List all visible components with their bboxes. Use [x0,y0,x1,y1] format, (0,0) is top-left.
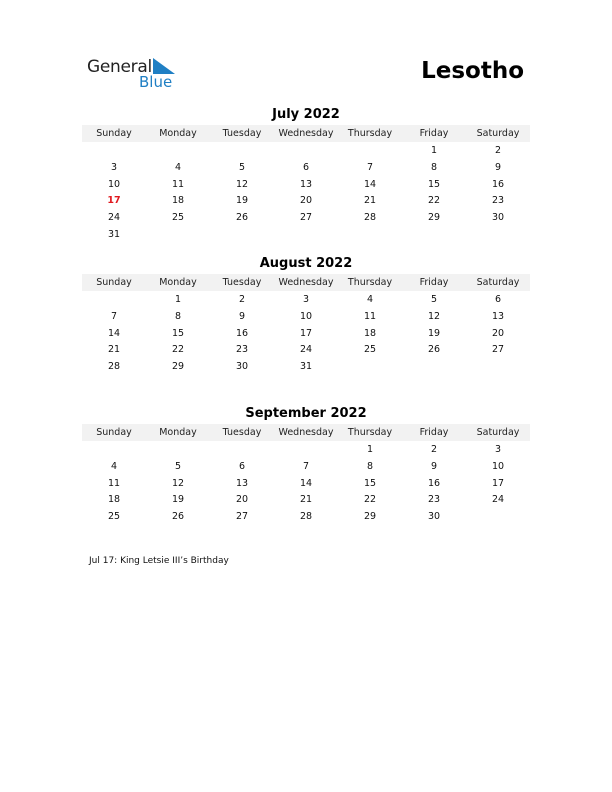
weekday-header [82,424,530,441]
day-cell: 10 [107,178,121,190]
day-cell: 20 [235,494,249,506]
day-cell: 9 [430,460,438,472]
day-cell: 31 [299,361,313,373]
day-cell: 26 [427,344,441,356]
day-cell: 11 [363,310,377,322]
day-cell: 13 [299,178,313,190]
weekday-label: Sunday [96,277,132,288]
day-cell: 30 [491,212,505,224]
weekday-label: Friday [419,128,449,139]
brand-logo [87,57,187,91]
day-cell: 11 [171,178,185,190]
weekday-label: Friday [419,427,449,438]
day-cell: 29 [427,212,441,224]
weekday-label: Friday [419,277,449,288]
day-cell: 7 [366,161,374,173]
weekday-label: Wednesday [278,277,334,288]
weekday-label: Monday [159,277,197,288]
days-grid [82,143,530,244]
month-august [82,256,530,376]
day-cell: 30 [427,511,441,523]
brand-word-general: General [87,57,152,77]
day-cell: 17 [107,195,121,207]
day-cell: 25 [363,344,377,356]
day-cell: 17 [491,477,505,489]
day-cell: 5 [174,460,182,472]
day-cell: 23 [427,494,441,506]
weekday-label: Wednesday [278,427,334,438]
day-cell: 22 [171,344,185,356]
day-cell: 14 [299,477,313,489]
country-title: Lesotho [421,58,524,84]
day-cell: 5 [430,294,438,305]
day-cell: 7 [110,310,118,322]
empty-day-cell [210,442,274,459]
day-cell: 4 [366,294,374,305]
weekday-header [82,125,530,142]
day-cell: 20 [299,195,313,207]
day-cell: 19 [235,195,249,207]
day-cell: 27 [491,344,505,356]
empty-day-cell [210,143,274,160]
empty-day-cell [146,442,210,459]
day-cell: 29 [363,511,377,523]
day-cell: 24 [491,494,505,506]
weekday-label: Thursday [347,427,393,438]
weekday-label: Saturday [476,128,520,139]
weekday-label: Saturday [476,277,520,288]
days-grid [82,292,530,376]
day-cell: 28 [363,212,377,224]
weekday-label: Sunday [96,427,132,438]
day-cell: 26 [235,212,249,224]
day-cell: 22 [427,195,441,207]
day-cell: 6 [238,460,246,472]
empty-day-cell [146,143,210,160]
weekday-label: Monday [159,128,197,139]
weekday-header [82,274,530,291]
day-cell: 18 [363,327,377,339]
day-cell: 22 [363,494,377,506]
empty-day-cell [274,143,338,160]
weekday-label: Saturday [476,427,520,438]
month-title: July 2022 [272,107,340,122]
day-cell: 6 [302,161,310,173]
day-cell: 21 [107,344,121,356]
weekday-label: Wednesday [278,128,334,139]
day-cell: 4 [110,460,118,472]
day-cell: 18 [107,494,121,506]
day-cell: 15 [171,327,185,339]
day-cell: 31 [107,228,121,240]
weekday-label: Tuesday [222,427,262,438]
weekday-label: Tuesday [222,128,262,139]
day-cell: 4 [174,161,182,173]
days-grid [82,442,530,526]
empty-day-cell [274,442,338,459]
month-july [82,107,530,244]
day-cell: 2 [494,145,502,156]
day-cell: 13 [491,310,505,322]
day-cell: 8 [430,161,438,173]
day-cell: 27 [299,212,313,224]
day-cell: 3 [494,444,502,455]
day-cell: 24 [299,344,313,356]
day-cell: 1 [174,294,182,305]
day-cell: 8 [174,310,182,322]
day-cell: 2 [238,294,246,305]
day-cell: 3 [302,294,310,305]
day-cell: 24 [107,212,121,224]
empty-day-cell [338,143,402,160]
day-cell: 15 [363,477,377,489]
weekday-label: Thursday [347,277,393,288]
day-cell: 18 [171,195,185,207]
day-cell: 5 [238,161,246,173]
day-cell: 21 [363,195,377,207]
day-cell: 16 [491,178,505,190]
month-title: September 2022 [245,406,367,421]
day-cell: 25 [171,212,185,224]
day-cell: 8 [366,460,374,472]
day-cell: 9 [494,161,502,173]
day-cell: 16 [235,327,249,339]
day-cell: 1 [366,444,374,455]
day-cell: 15 [427,178,441,190]
month-september [82,406,530,526]
day-cell: 19 [427,327,441,339]
empty-day-cell [82,143,146,160]
day-cell: 23 [491,195,505,207]
day-cell: 7 [302,460,310,472]
weekday-label: Sunday [96,128,132,139]
day-cell: 25 [107,511,121,523]
brand-word-blue: Blue [139,73,173,91]
day-cell: 28 [107,361,121,373]
day-cell: 12 [235,178,249,190]
day-cell: 21 [299,494,313,506]
day-cell: 13 [235,477,249,489]
brand-triangle-icon [153,58,175,74]
day-cell: 29 [171,361,185,373]
day-cell: 26 [171,511,185,523]
holiday-note: Jul 17: King Letsie III’s Birthday [89,556,229,566]
weekday-label: Thursday [347,128,393,139]
day-cell: 19 [171,494,185,506]
day-cell: 11 [107,477,121,489]
day-cell: 17 [299,327,313,339]
day-cell: 1 [430,145,438,156]
day-cell: 10 [299,310,313,322]
day-cell: 14 [107,327,121,339]
day-cell: 23 [235,344,249,356]
day-cell: 12 [171,477,185,489]
weekday-label: Tuesday [222,277,262,288]
day-cell: 3 [110,161,118,173]
month-title: August 2022 [259,256,353,271]
day-cell: 28 [299,511,313,523]
day-cell: 9 [238,310,246,322]
day-cell: 2 [430,444,438,455]
day-cell: 10 [491,460,505,472]
day-cell: 20 [491,327,505,339]
day-cell: 16 [427,477,441,489]
day-cell: 27 [235,511,249,523]
empty-day-cell [82,442,146,459]
day-cell: 14 [363,178,377,190]
weekday-label: Monday [159,427,197,438]
day-cell: 6 [494,294,502,305]
day-cell: 30 [235,361,249,373]
empty-day-cell [82,292,146,309]
day-cell: 12 [427,310,441,322]
